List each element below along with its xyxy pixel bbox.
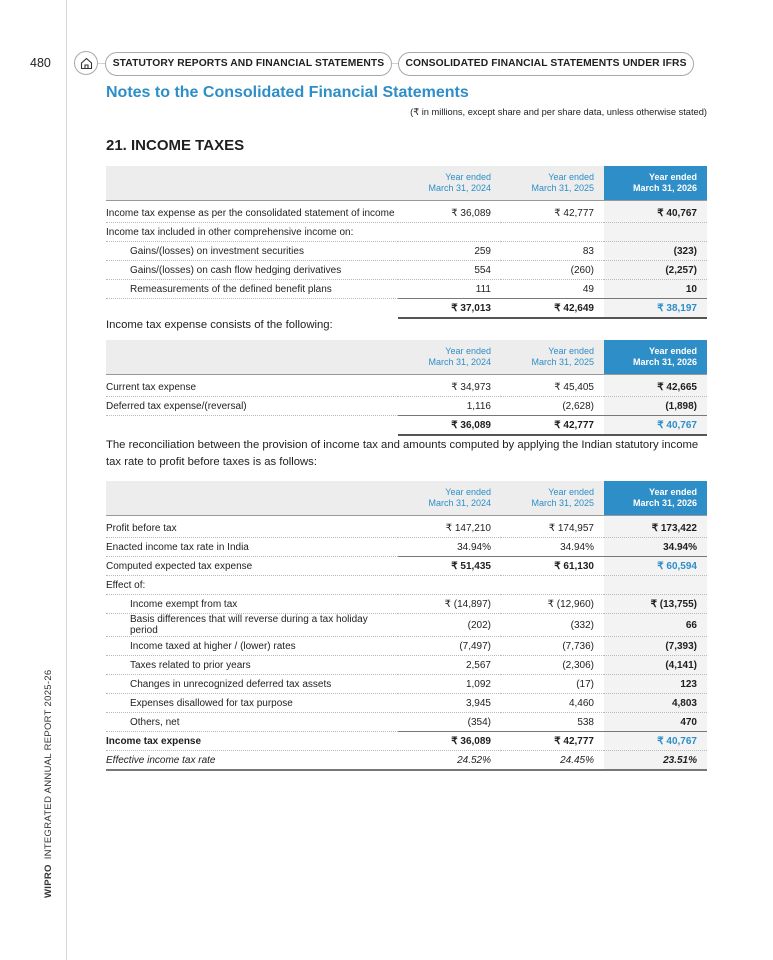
side-report-title	[43, 669, 54, 898]
header-fy2024: Year ended March 31, 2024	[398, 166, 501, 201]
table-row: Others, net (354) 538 470	[106, 713, 707, 732]
header-fy2026: Year ended March 31, 2026	[604, 340, 707, 375]
header-fy2024: Year ended March 31, 2024	[398, 481, 501, 516]
table-row: Basis differences that will reverse during a tax holiday period (202) (332) 66	[106, 614, 707, 637]
table-row: Effect of:	[106, 576, 707, 595]
page-number: 480	[30, 56, 51, 70]
table-row: Deferred tax expense/(reversal) 1,116 (2,628) (1,898)	[106, 397, 707, 416]
home-button[interactable]	[74, 51, 98, 75]
header-fy2025: Year ended March 31, 2025	[501, 340, 604, 375]
top-navigation	[74, 50, 694, 78]
income-tax-table	[106, 166, 707, 319]
table-row: Income taxed at higher / (lower) rates (7,497) (7,736) (7,393)	[106, 637, 707, 656]
notes-title: Notes to the Consolidated Financial Statements	[106, 84, 469, 101]
sidebar-divider	[66, 0, 67, 960]
table-header	[106, 166, 707, 201]
brand-name: WIPRO	[43, 864, 54, 898]
home-icon	[80, 57, 93, 70]
table-row: Taxes related to prior years 2,567 (2,306) (4,141)	[106, 656, 707, 675]
header-fy2026: Year ended March 31, 2026	[604, 166, 707, 201]
table-row: Remeasurements of the defined benefit plans 111 49 10	[106, 280, 707, 299]
tax-expense-components-table	[106, 340, 707, 436]
text-reconciliation: The reconciliation between the provision of income tax and amounts computed by applying the Indian statutory income tax rate to profit before taxes is as follows:	[106, 439, 699, 468]
table-row: Computed expected tax expense ₹ 51,435 ₹ 61,130 ₹ 60,594	[106, 557, 707, 576]
effective-rate-row: Effective income tax rate 24.52% 24.45% 23.51%	[106, 751, 707, 771]
header-fy2024: Year ended March 31, 2024	[398, 340, 501, 375]
table-row: Enacted income tax rate in India 34.94% 34.94% 34.94%	[106, 538, 707, 557]
income-tax-expense-row: Income tax expense ₹ 36,089 ₹ 42,777 ₹ 40,767	[106, 732, 707, 751]
breadcrumb-consolidated-ifrs[interactable]: CONSOLIDATED FINANCIAL STATEMENTS UNDER IFRS	[398, 52, 694, 76]
header-fy2025: Year ended March 31, 2025	[501, 481, 604, 516]
total-row: ₹ 36,089 ₹ 42,777 ₹ 40,767	[106, 416, 707, 436]
table-row: Income tax expense as per the consolidated statement of income ₹ 36,089 ₹ 42,777 ₹ 40,767	[106, 204, 707, 223]
table-row: Expenses disallowed for tax purpose 3,945 4,460 4,803	[106, 694, 707, 713]
tax-reconciliation-table	[106, 481, 707, 771]
table-header	[106, 340, 707, 375]
table-row: Gains/(losses) on cash flow hedging derivatives 554 (260) (2,257)	[106, 261, 707, 280]
header-fy2025: Year ended March 31, 2025	[501, 166, 604, 201]
text-tax-components: Income tax expense consists of the following:	[106, 319, 333, 331]
units-note: (₹ in millions, except share and per share data, unless otherwise stated)	[410, 107, 707, 117]
table-row: Changes in unrecognized deferred tax assets 1,092 (17) 123	[106, 675, 707, 694]
section-title: 21. INCOME TAXES	[106, 137, 245, 154]
report-name: INTEGRATED ANNUAL REPORT 2025-26	[43, 669, 54, 860]
table-row: Income exempt from tax ₹ (14,897) ₹ (12,960) ₹ (13,755)	[106, 595, 707, 614]
total-row: ₹ 37,013 ₹ 42,649 ₹ 38,197	[106, 299, 707, 319]
table-row: Income tax included in other comprehensive income on:	[106, 223, 707, 242]
table-header	[106, 481, 707, 516]
table-row: Gains/(losses) on investment securities 259 83 (323)	[106, 242, 707, 261]
header-fy2026: Year ended March 31, 2026	[604, 481, 707, 516]
table-row: Profit before tax ₹ 147,210 ₹ 174,957 ₹ 173,422	[106, 519, 707, 538]
breadcrumb-statutory-reports[interactable]: STATUTORY REPORTS AND FINANCIAL STATEMENTS	[105, 52, 392, 76]
table-row: Current tax expense ₹ 34,973 ₹ 45,405 ₹ 42,665	[106, 378, 707, 397]
